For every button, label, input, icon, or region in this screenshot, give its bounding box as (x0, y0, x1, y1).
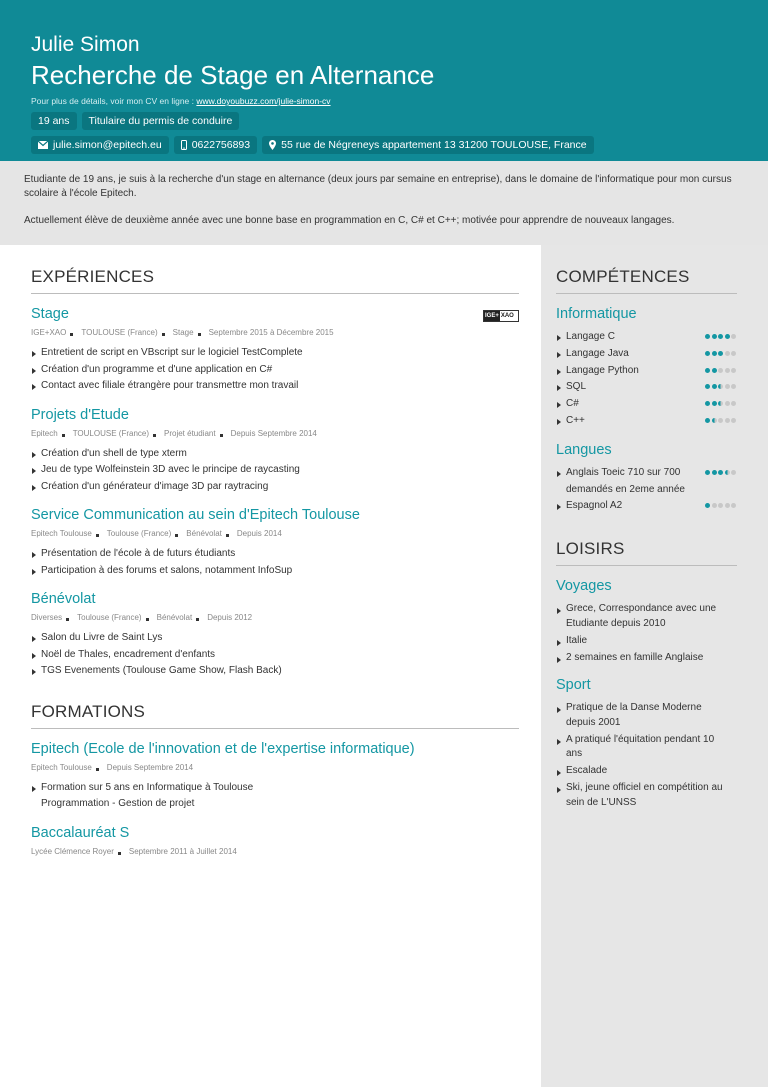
informatique-skills (556, 329, 737, 430)
experience-item (31, 591, 519, 680)
envelope-icon (38, 141, 48, 149)
formation-title: Baccalauréat S (31, 824, 130, 841)
level-dot (705, 334, 710, 339)
experience-title: Projets d'Etude (31, 406, 129, 423)
formation-meta: Lycée Clémence Royer Septembre 2011 à Juillet 2014 (31, 846, 237, 856)
level-dot (705, 401, 710, 406)
summary-paragraph-2: Actuellement élève de deuxième année avec une bonne base en programmation en C, C# et C++; motivée pour apprendre de nouveaux langages. (24, 214, 675, 226)
formation-details (31, 780, 519, 813)
level-dot (725, 351, 730, 356)
list-item: Pratique de la Danse Moderne depuis 2001 (556, 701, 737, 730)
level-dot (731, 368, 736, 373)
resume-title: Recherche de Stage en Alternance (31, 60, 435, 90)
experience-meta: Diverses Toulouse (France) Bénévolat Depuis 2012 (31, 613, 253, 622)
level-dot (718, 470, 723, 475)
level-dot (705, 470, 710, 475)
level-dot (718, 384, 723, 389)
level-dot (718, 503, 723, 508)
email-tag[interactable] (31, 136, 169, 154)
voyages-list (556, 602, 737, 665)
level-dot (725, 418, 730, 423)
experience-title: Stage (31, 306, 69, 322)
experience-tasks (31, 345, 519, 395)
experience-tasks (31, 630, 519, 680)
list-item: Noël de Thales, encadrement d'enfants (31, 647, 519, 664)
list-item: Entretient de script en VBscript sur le logiciel TestComplete (31, 345, 519, 362)
formation-item (31, 741, 519, 813)
level-dot (725, 334, 730, 339)
email-text: julie.simon@epitech.eu (53, 139, 162, 151)
main-column (31, 245, 519, 856)
contact-tags (31, 136, 594, 154)
cv-link-line (31, 96, 331, 106)
experience-item (31, 507, 519, 579)
list-item: Italie (556, 634, 737, 649)
skill-item: Langage Python (556, 363, 737, 380)
address-text: 55 rue de Négreneys appartement 13 31200 TOULOUSE, France (281, 139, 587, 151)
experience-title: Service Communication au sein d'Epitech Toulouse (31, 507, 360, 523)
skill-item: SQL (556, 379, 737, 396)
experience-meta: Epitech Toulouse Toulouse (France) Bénévolat Depuis 2014 (31, 529, 282, 538)
level-dot (718, 334, 723, 339)
level-dot (712, 503, 717, 508)
experience-tasks (31, 446, 519, 496)
list-item: Formation sur 5 ans en Informatique à Toulouse Programmation - Gestion de projet (31, 780, 519, 813)
header (0, 0, 768, 161)
level-dot (712, 470, 717, 475)
skill-level (705, 465, 737, 499)
level-dot (731, 334, 736, 339)
experience-item (31, 407, 519, 496)
level-dot (712, 418, 717, 423)
skill-level (705, 413, 737, 430)
company-logo: IGE+ XAO (483, 310, 519, 322)
sidebar (556, 245, 737, 813)
level-dot (705, 351, 710, 356)
level-dot (712, 368, 717, 373)
list-item: Salon du Livre de Saint Lys (31, 630, 519, 647)
formation-meta: Epitech Toulouse Depuis Septembre 2014 (31, 762, 194, 772)
list-item: TGS Evenements (Toulouse Game Show, Flash Back) (31, 663, 519, 680)
skill-item: Langage Java (556, 346, 737, 363)
level-dot (705, 368, 710, 373)
langues-skills (556, 465, 737, 515)
competences-heading: COMPÉTENCES (556, 267, 737, 294)
experience-item (31, 294, 519, 395)
skill-item: C# (556, 396, 737, 413)
level-dot (712, 351, 717, 356)
experiences-heading: EXPÉRIENCES (31, 267, 519, 294)
list-item: Création d'un générateur d'image 3D par raytracing (31, 479, 519, 496)
level-dot (731, 351, 736, 356)
list-item: Contact avec filiale étrangère pour transmettre mon travail (31, 378, 519, 395)
level-dot (705, 418, 710, 423)
langues-title: Langues (556, 441, 612, 458)
voyages-title: Voyages (556, 578, 612, 595)
experience-meta: IGE+XAO TOULOUSE (France) Stage Septembre 2015 à Décembre 2015 (31, 328, 334, 337)
info-tags (31, 112, 239, 130)
list-item: Création d'un programme et d'une application en C# (31, 362, 519, 379)
level-dot (725, 470, 730, 475)
experience-meta: Epitech TOULOUSE (France) Projet étudiant Depuis Septembre 2014 (31, 428, 317, 438)
skill-level (705, 396, 737, 413)
age-tag: 19 ans (31, 112, 77, 130)
level-dot (712, 401, 717, 406)
mobile-phone-icon (181, 140, 187, 150)
skill-level (705, 498, 737, 515)
skill-level (705, 329, 737, 346)
list-item: Participation à des forums et salons, notamment InfoSup (31, 563, 519, 580)
formation-title: Epitech (Ecole de l'innovation et de l'expertise informatique) (31, 740, 415, 757)
skill-level (705, 346, 737, 363)
skill-item: Anglais Toeic 710 sur 700 demandés en 2eme année (556, 465, 737, 499)
candidate-name: Julie Simon (31, 33, 140, 56)
list-item: Grece, Correspondance avec une Etudiante depuis 2010 (556, 602, 737, 631)
level-dot (731, 418, 736, 423)
map-marker-icon (269, 140, 276, 150)
sport-list (556, 701, 737, 810)
list-item: Jeu de type Wolfeinstein 3D avec le principe de raycasting (31, 462, 519, 479)
list-item: Ski, jeune officiel en compétition au sein de L'UNSS (556, 781, 737, 810)
level-dot (731, 503, 736, 508)
skill-level (705, 379, 737, 396)
cv-link-prefix: Pour plus de détails, voir mon CV en ligne : (31, 96, 197, 106)
level-dot (725, 368, 730, 373)
informatique-title: Informatique (556, 306, 637, 322)
skill-item: Langage C (556, 329, 737, 346)
level-dot (718, 351, 723, 356)
skill-item: Espagnol A2 (556, 498, 737, 515)
level-dot (718, 418, 723, 423)
level-dot (731, 401, 736, 406)
summary (0, 161, 768, 245)
summary-paragraph-1: Etudiante de 19 ans, je suis à la recherche d'un stage en alternance (deux jours par semaine en entreprise), dans le domaine de l'informatique pour mon cursus scolaire à l'école Epitech. (24, 174, 732, 199)
address-tag[interactable] (262, 136, 593, 154)
level-dot (725, 384, 730, 389)
level-dot (712, 384, 717, 389)
level-dot (718, 368, 723, 373)
level-dot (718, 401, 723, 406)
license-tag: Titulaire du permis de conduire (82, 112, 240, 130)
formation-item (31, 825, 519, 856)
experience-title: Bénévolat (31, 591, 96, 607)
loisirs-heading: LOISIRS (556, 539, 737, 566)
level-dot (731, 470, 736, 475)
list-item: Création d'un shell de type xterm (31, 446, 519, 463)
level-dot (731, 384, 736, 389)
list-item: A pratiqué l'équitation pendant 10 ans (556, 733, 737, 762)
skill-level (705, 363, 737, 380)
formations-heading: FORMATIONS (31, 702, 519, 729)
sport-title: Sport (556, 677, 591, 694)
level-dot (725, 503, 730, 508)
experience-tasks (31, 546, 519, 579)
skill-item: C++ (556, 413, 737, 430)
list-item: Présentation de l'école à de futurs étudiants (31, 546, 519, 563)
cv-link[interactable]: www.doyoubuzz.com/julie-simon-cv (196, 96, 331, 106)
phone-text: 0622756893 (191, 139, 251, 151)
level-dot (705, 384, 710, 389)
level-dot (712, 334, 717, 339)
level-dot (725, 401, 730, 406)
phone-tag[interactable] (174, 136, 257, 154)
list-item: Escalade (556, 764, 737, 779)
list-item: 2 semaines en famille Anglaise (556, 651, 737, 666)
level-dot (705, 503, 710, 508)
